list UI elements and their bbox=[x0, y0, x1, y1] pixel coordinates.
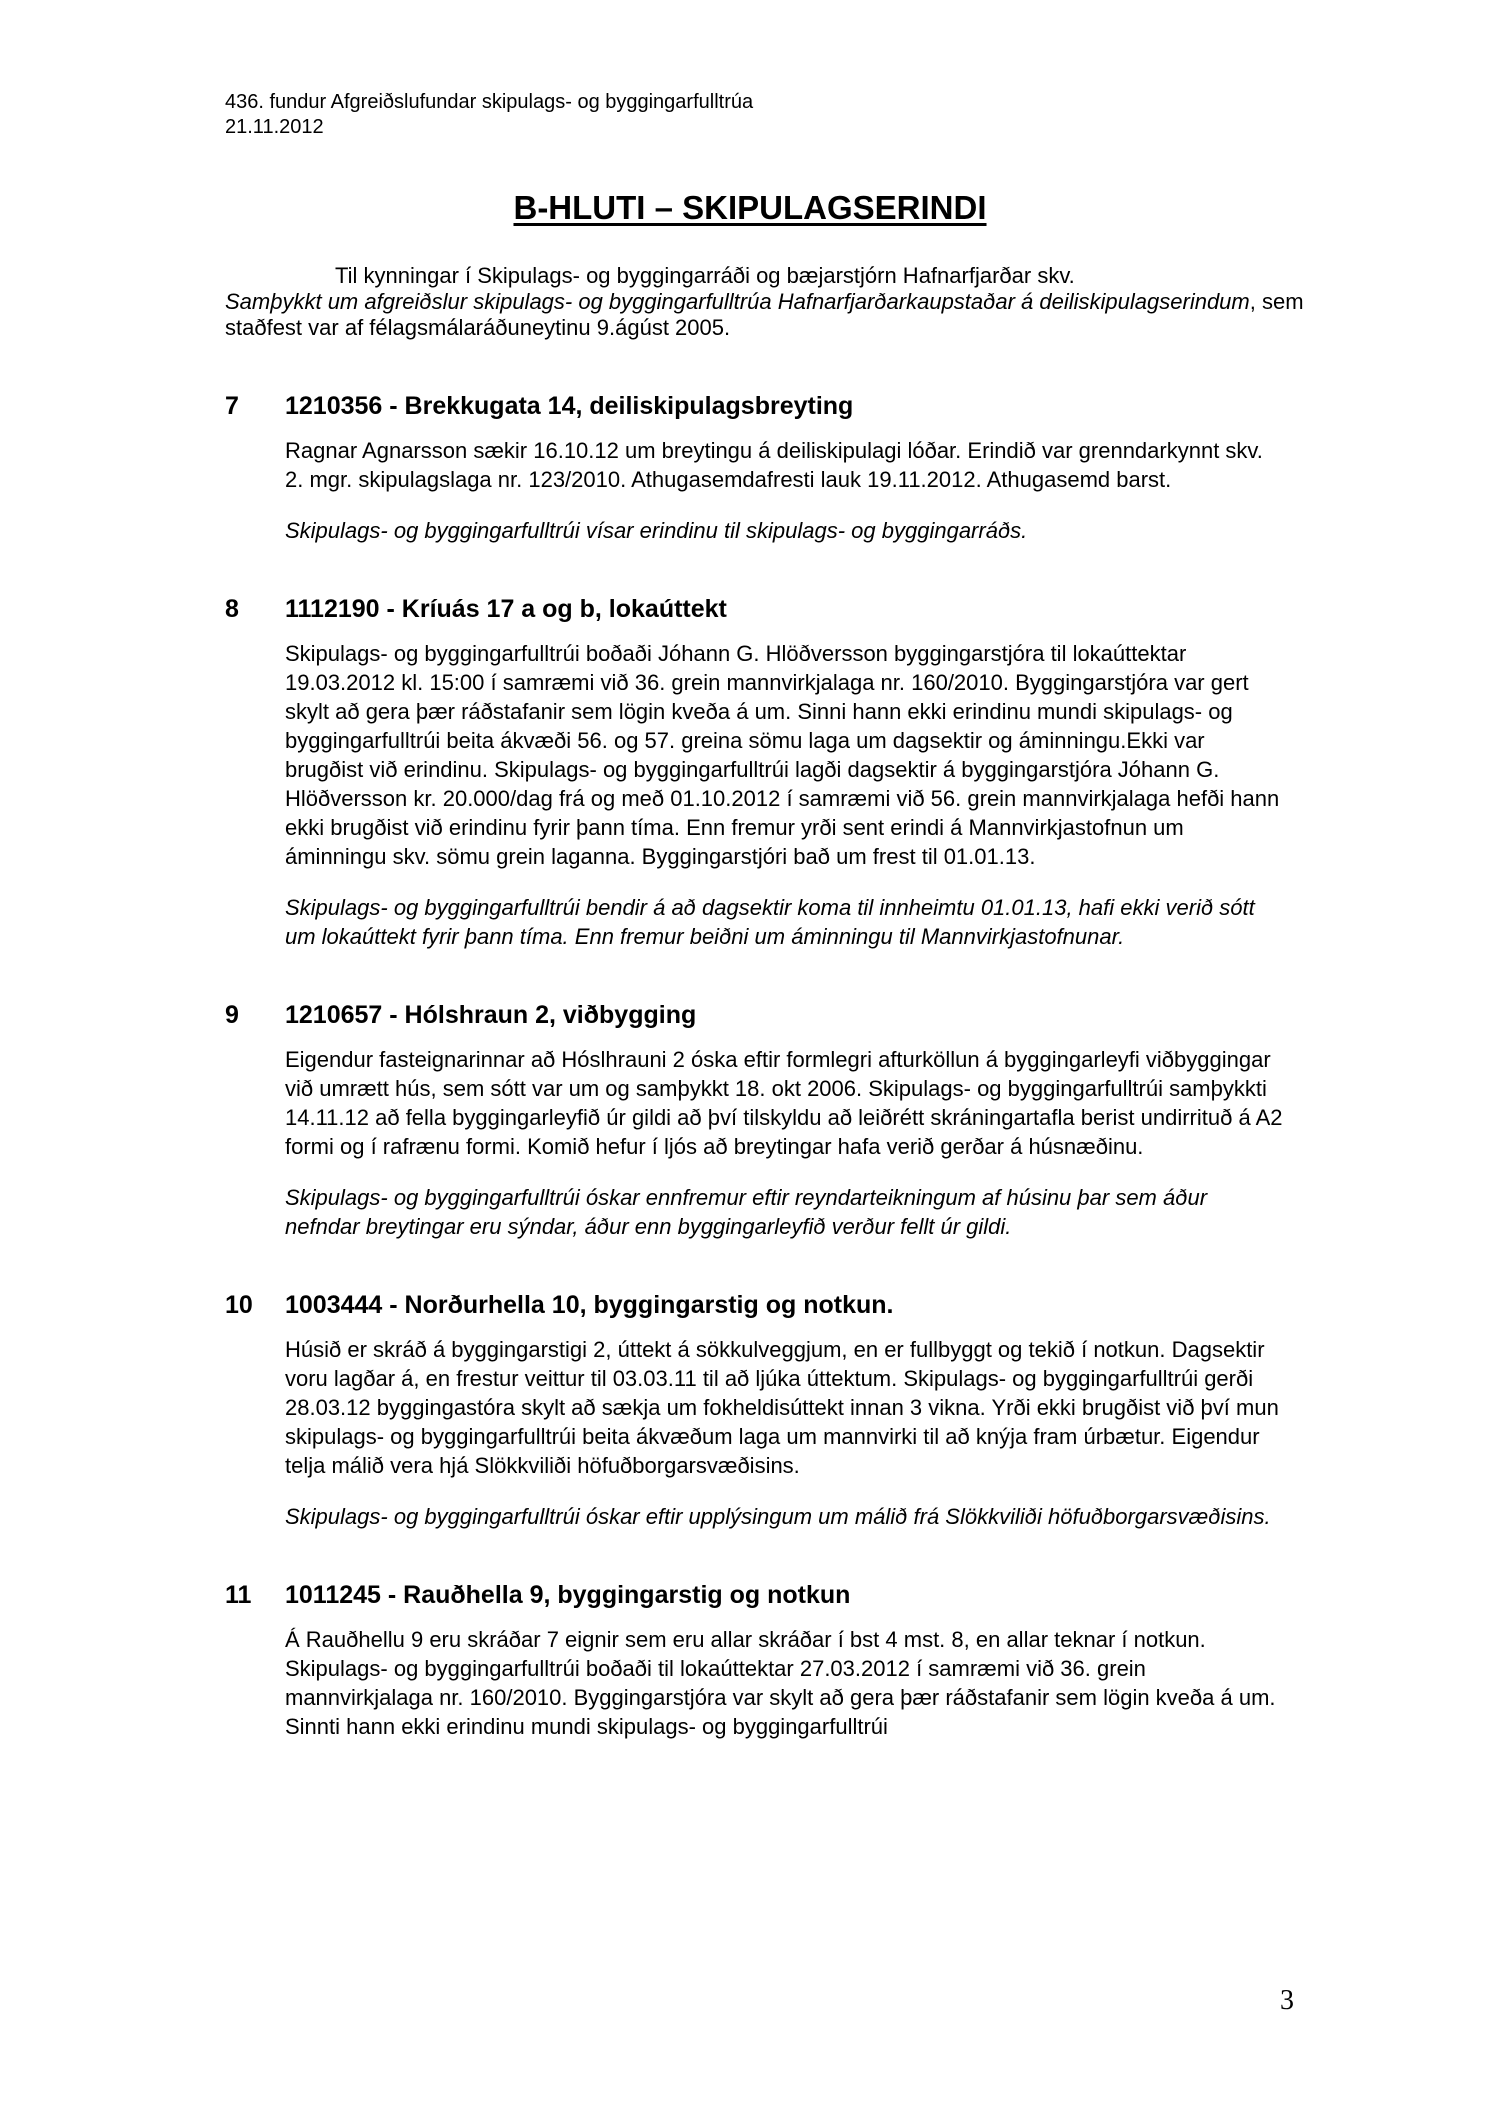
case-body: Eigendur fasteignarinnar að Hóslhrauni 2 óska eftir formlegri afturköllun á byggingarleyfi viðbyggingar við umrætt hús, sem sótt var um og samþykkt 18. okt 2006. Skipulags- og byggingarfulltrúi samþykkti 14.11.12 að fella byggingarleyfið úr gildi að því tilskyldu að leiðrétt skráningartafla berist undirrituð á A2 formi og í rafrænu formi. Komið hefur í ljós að breytingar hafa verið gerðar á húsnæðinu. bbox=[285, 1047, 1283, 1159]
case-number: 8 bbox=[225, 595, 239, 623]
case-title: 1210356 - Brekkugata 14, deiliskipulagsbreyting bbox=[285, 392, 854, 420]
case-body: Ragnar Agnarsson sækir 16.10.12 um breytingu á deiliskipulagi lóðar. Erindið var grenndarkynnt skv. 2. mgr. skipulagslaga nr. 123/2010. Athugasemdafresti lauk 19.11.2012. Athugasemd barst. bbox=[285, 438, 1263, 492]
case-body: Skipulags- og byggingarfulltrúi boðaði Jóhann G. Hlöðversson byggingarstjóra til lokaúttektar 19.03.2012 kl. 15:00 í samræmi við 36. grein mannvirkjalaga nr. 160/2010. Byggingarstjóra var gert skylt að gera þær ráðstafanir sem lögin kveða á um. Sinni hann ekki erindinu mundi skipulags- og byggingarfulltrúi beita ákvæði 56. og 57. greina sömu laga um dagsektir og áminningu.Ekki var brugðist við erindinu. Skipulags- og byggingarfulltrúi lagði dagsektir á byggingarstjóra Jóhann G. Hlöðversson kr. 20.000/dag frá og með 01.10.2012 í samræmi við 56. grein mannvirkjalaga hefði hann ekki brugðist við erindinu fyrir þann tíma. Enn fremur yrði sent erindi á Mannvirkjastofnun um áminningu skv. sömu grein laganna. Byggingarstjóri bað um frest til 01.01.13. bbox=[285, 641, 1280, 869]
case-item bbox=[225, 1581, 1310, 1741]
case-heading bbox=[225, 1291, 1310, 1323]
case-number: 11 bbox=[225, 1581, 252, 1609]
document-header bbox=[225, 90, 753, 140]
case-conclusion: Skipulags- og byggingarfulltrúi óskar ennfremur eftir reyndarteikningum af húsinu þar sem áður nefndar breytingar eru sýndar, áður enn byggingarleyfið verður fellt úr gildi. bbox=[285, 1185, 1208, 1239]
case-heading bbox=[225, 1001, 1310, 1033]
case-title: 1210657 - Hólshraun 2, viðbygging bbox=[285, 1001, 697, 1029]
case-item bbox=[225, 1291, 1310, 1531]
case-heading bbox=[225, 595, 1310, 627]
intro-italic: Samþykkt um afgreiðslur skipulags- og byggingarfulltrúa Hafnarfjarðarkaupstaðar á deiliskipulagserindum bbox=[225, 289, 1250, 314]
intro-lead: Til kynningar í Skipulags- og byggingarráði og bæjarstjórn Hafnarfjarðar skv. bbox=[335, 263, 1075, 288]
case-number: 7 bbox=[225, 392, 239, 420]
page-number: 3 bbox=[1280, 1985, 1294, 2016]
meeting-date: 21.11.2012 bbox=[225, 116, 324, 138]
intro-rest bbox=[225, 289, 1305, 341]
case-title: 1112190 - Kríuás 17 a og b, lokaúttekt bbox=[285, 595, 727, 623]
case-item bbox=[225, 595, 1310, 951]
case-body: Húsið er skráð á byggingarstigi 2, úttekt á sökkulveggjum, en er fullbyggt og tekið í notkun. Dagsektir voru lagðar á, en frestur veittur til 03.03.11 til að ljúka úttektum. Skipulags- og byggingarfulltrúi gerði 28.03.12 byggingastóra skylt að sækja um fokheldisúttekt innan 3 vikna. Yrði ekki brugðist við því mun skipulags- og byggingarfulltrúi beita ákvæðum laga um mannvirki til að knýja fram úrbætur. Eigendur telja málið vera hjá Slökkviliði höfuðborgarsvæðisins. bbox=[285, 1337, 1279, 1478]
case-number: 10 bbox=[225, 1291, 253, 1319]
meeting-line: 436. fundur Afgreiðslufundar skipulags- og byggingarfulltrúa bbox=[225, 91, 754, 113]
case-body: Á Rauðhellu 9 eru skráðar 7 eignir sem eru allar skráðar í bst 4 mst. 8, en allar teknar í notkun. Skipulags- og byggingarfulltrúi boðaði til lokaúttektar 27.03.2012 í samræmi við 36. grein mannvirkjalaga nr. 160/2010. Byggingarstjóra var skylt að gera þær ráðstafanir sem lögin kveða á um. Sinnti hann ekki erindinu mundi skipulags- og byggingarfulltrúi bbox=[285, 1627, 1276, 1739]
case-item bbox=[225, 392, 1310, 545]
intro-paragraph bbox=[225, 263, 1305, 341]
case-number: 9 bbox=[225, 1001, 239, 1029]
case-list bbox=[225, 392, 1310, 1791]
case-conclusion: Skipulags- og byggingarfulltrúi vísar erindinu til skipulags- og byggingarráðs. bbox=[285, 518, 1028, 543]
page-title: B-HLUTI – SKIPULAGSERINDI bbox=[513, 189, 987, 226]
case-item bbox=[225, 1001, 1310, 1241]
case-title: 1011245 - Rauðhella 9, byggingarstig og notkun bbox=[285, 1581, 851, 1609]
case-title: 1003444 - Norðurhella 10, byggingarstig og notkun. bbox=[285, 1291, 894, 1319]
case-conclusion: Skipulags- og byggingarfulltrúi bendir á að dagsektir koma til innheimtu 01.01.13, hafi ekki verið sótt um lokaúttekt fyrir þann tíma. Enn fremur beiðni um áminningu til Mannvirkjastofnunar. bbox=[285, 895, 1255, 949]
case-conclusion: Skipulags- og byggingarfulltrúi óskar eftir upplýsingum um málið frá Slökkviliði höfuðborgarsvæðisins. bbox=[285, 1504, 1271, 1529]
case-heading bbox=[225, 392, 1310, 424]
intro-tail: , sem staðfest var af félagsmálaráðuneytinu 9.ágúst 2005. bbox=[225, 289, 1304, 340]
case-heading bbox=[225, 1581, 1310, 1613]
